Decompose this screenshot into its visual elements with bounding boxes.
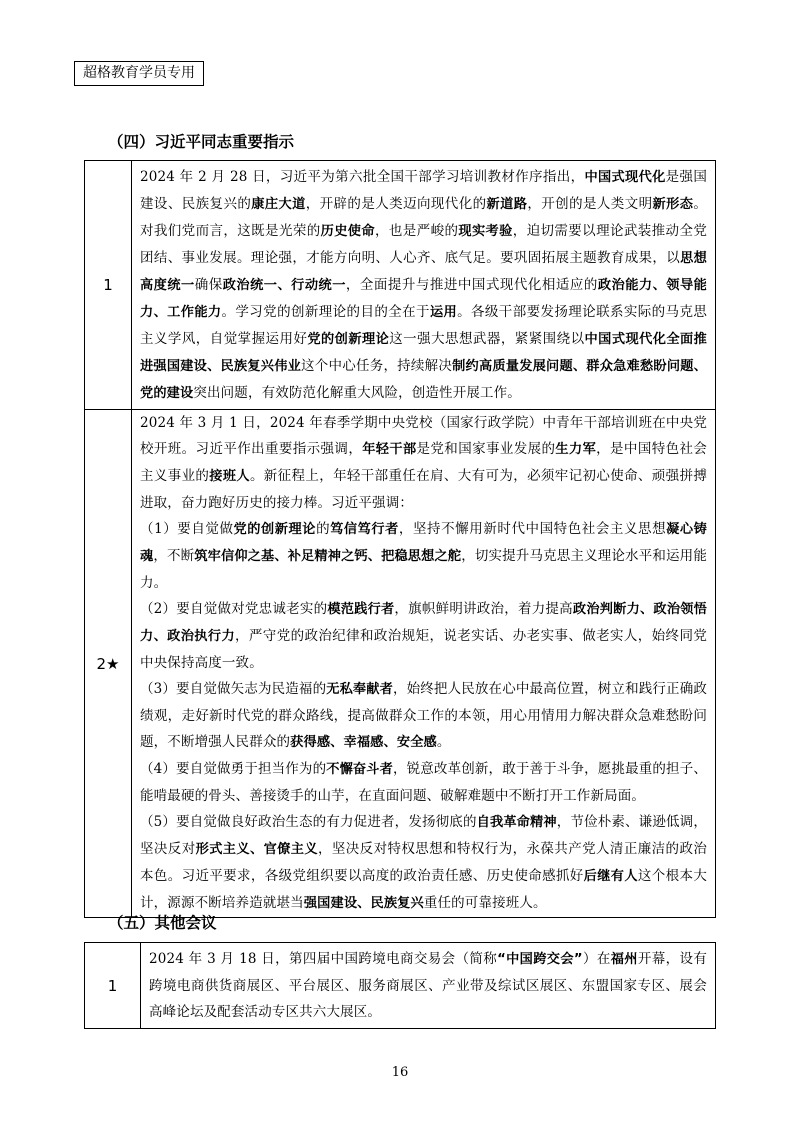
emphasis-text: 接班人 bbox=[209, 469, 250, 484]
point-paragraph: （2）要自觉做对党忠诚老实的模范践行者，旗帜鲜明讲政治，着力提高政治判断力、政治领悟力、政治执行力，严守党的政治纪律和政治规矩，说老实话、办老实事、做老实人，始终同党中央保持高度一致。 bbox=[140, 601, 708, 671]
emphasis-text: 政治判断力、政治领悟力、政治执行力 bbox=[140, 602, 708, 644]
emphasis-text: 思想高度统一 bbox=[140, 250, 707, 293]
emphasis-text: 历史使命 bbox=[320, 223, 375, 239]
point-paragraph: （3）要自觉做矢志为民造福的无私奉献者，始终把人民放在心中最高位置，树立和践行正确政绩观，走好新时代党的群众路线，提高做群众工作的本领，用心用情用力解决群众急难愁盼问题，不断增强人民群众的获得感、幸福感、安全感。 bbox=[140, 681, 708, 750]
row-content bbox=[132, 410, 716, 918]
row-text: 2024 年 2 月 28 日，习近平为第六批全国干部学习培训教材作序指出，中国式现代化是强国建设、民族复兴的康庄大道，开辟的是人类迈向现代化的新道路，开创的是人类文明新形态。对我们党而言，这既是光荣的历史使命，也是严峻的现实考验，迫切需要以理论武装推动全党团结、事业发展。理论强，才能方向明、人心齐、底气足。要巩固拓展主题教育成果，以思想高度统一确保政治统一、行动统一，全面提升与推进中国式现代化相适应的政治能力、领导能力、工作能力。学习党的创新理论的目的全在于运用。各级干部要发扬理论联系实际的马克思主义学风，自觉掌握运用好党的创新理论这一强大思想武器，紧紧围绕以中国式现代化全面推进强国建设、民族复兴伟业这个中心任务，持续解决制约高质量发展问题、群众急难愁盼问题、党的建设突出问题，有效防范化解重大风险，创造性开展工作。 bbox=[140, 168, 708, 401]
point-paragraph: （1）要自觉做党的创新理论的笃信笃行者，坚持不懈用新时代中国特色社会主义思想凝心铸魂，不断筑牢信仰之基、补足精神之钙、把稳思想之舵，切实提升马克思主义理论水平和运用能力。 bbox=[140, 521, 708, 591]
emphasis-text: 筑牢信仰之基、补足精神之钙、把稳思想之舵 bbox=[194, 549, 462, 564]
row-number: 1 bbox=[85, 161, 132, 410]
row-content bbox=[141, 943, 716, 1029]
emphasis-text: “中国跨交会” bbox=[497, 952, 583, 967]
row-number: 1 bbox=[85, 943, 141, 1029]
emphasis-text: 生力军 bbox=[555, 442, 597, 457]
table-row bbox=[85, 161, 716, 410]
page-number: 16 bbox=[391, 1065, 409, 1080]
emphasis-text: 自我革命精神 bbox=[476, 815, 557, 830]
section-heading-4: （四）习近平同志重要指示 bbox=[108, 133, 295, 151]
emphasis-text: 党的创新理论 bbox=[307, 331, 390, 347]
emphasis-text: 获得感、幸福感、安全感 bbox=[290, 735, 437, 750]
section-5-table bbox=[84, 942, 716, 1029]
emphasis-text: 康庄大道 bbox=[251, 196, 306, 212]
header-tag: 超格教育学员专用 bbox=[74, 61, 204, 86]
emphasis-text: 中国式现代化全面推进强国建设、民族复兴伟业 bbox=[140, 331, 707, 374]
emphasis-text: 模范践行者 bbox=[327, 602, 395, 617]
section-heading-5: （五）其他会议 bbox=[108, 914, 217, 932]
emphasis-text: 笃信笃行者 bbox=[330, 522, 399, 537]
emphasis-text: 无私奉献者 bbox=[326, 682, 393, 697]
row-text: 2024 年 3 月 18 日，第四届中国跨境电商交易会（简称“中国跨交会”）在福州开幕，设有跨境电商供货商展区、平台展区、服务商展区、产业带及综试区展区、东盟国家专区、展会高峰论坛及配套活动专区共六大展区。 bbox=[149, 951, 707, 1020]
emphasis-text: 党的创新理论 bbox=[233, 522, 317, 537]
point-paragraph: （5）要自觉做良好政治生态的有力促进者，发扬彻底的自我革命精神，节俭朴素、谦逊低调，坚决反对形式主义、官僚主义，坚决反对特权思想和特权行为，永葆共产党人清正廉洁的政治本色。习近平要求，各级党组织要以高度的政治责任感、历史使命感抓好后继有人这个根本大计，源源不断培养造就堪当强国建设、民族复兴重任的可靠接班人。 bbox=[140, 814, 707, 911]
emphasis-text: 凝心铸魂 bbox=[140, 522, 708, 564]
emphasis-text: 强国建设、民族复兴 bbox=[303, 896, 424, 911]
emphasis-text: 政治统一、行动统一 bbox=[222, 277, 346, 293]
emphasis-text: 不懈奋斗者 bbox=[326, 762, 393, 777]
emphasis-text: 形式主义、官僚主义 bbox=[195, 842, 318, 857]
row-number: 2★ bbox=[85, 410, 132, 918]
emphasis-text: 制约高质量发展问题、群众急难愁盼问题、党的建设 bbox=[140, 358, 707, 401]
intro-paragraph: 2024 年 3 月 1 日，2024 年春季学期中央党校（国家行政学院）中青年干部培训班在中央党校开班。习近平作出重要指示强调，年轻干部是党和国家事业发展的生力军，是中国特色社会主义事业的接班人。新征程上，年轻干部重任在肩、大有可为，必须牢记初心使命、顽强拼搏进取，奋力跑好历史的接力棒。习近平强调： bbox=[140, 415, 708, 511]
emphasis-text: 运用 bbox=[429, 304, 458, 320]
point-paragraph: （4）要自觉做勇于担当作为的不懈奋斗者，锐意改革创新，敢于善于斗争，愿挑最重的担子、能啃最硬的骨头、善接烫手的山芋，在直面问题、破解难题中不断打开工作新局面。 bbox=[140, 761, 708, 804]
row-content bbox=[132, 161, 716, 410]
emphasis-text: 政治能力、领导能力、工作能力 bbox=[140, 277, 708, 320]
table-row bbox=[85, 943, 716, 1029]
table-row bbox=[85, 410, 716, 918]
emphasis-text: 新形态 bbox=[652, 196, 694, 212]
emphasis-text: 福州 bbox=[610, 952, 638, 967]
section-4-table bbox=[84, 160, 716, 918]
emphasis-text: 年轻干部 bbox=[362, 442, 417, 457]
emphasis-text: 新道路 bbox=[486, 196, 528, 212]
emphasis-text: 后继有人 bbox=[583, 869, 638, 884]
emphasis-text: 中国式现代化 bbox=[584, 169, 666, 185]
emphasis-text: 现实考验 bbox=[458, 223, 513, 239]
